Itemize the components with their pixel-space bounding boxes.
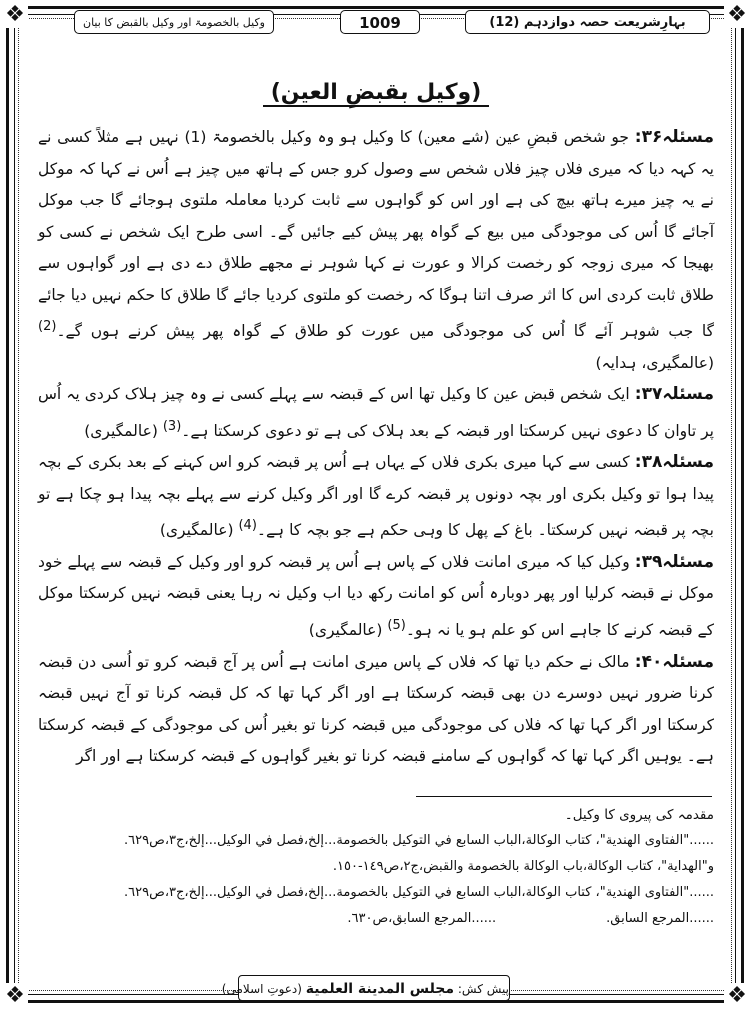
masala-text: جو شخص قبضِ عین (شے معین) کا وکیل ہو وہ وکیل بالخصومۃ (1) نہیں ہے مثلاً کسی نے یہ کہہ دیا کہ میری فلاں چیز فلاں شخص سے وصول کرو جس کے ہاتھ میں چیز ہے اُس نے کہا کہ موکل نے یہ چیز میرے ہاتھ بیچ کی ہے اور اس کو گواہوں سے ثابت کردیا معاملہ ملتوی ہوجائے گا جب موکل آجائے گا اُس کی موجودگی میں بیع کے گواہ پھر پیش کیے جائیں گے۔ اسی طرح ایک شخص نے کسی کو بھیجا کہ میری زوجہ کو رخصت کرالا و عورت نے کہا شوہر نے مجھے طلاق دے دی ہے اور گواہوں سے طلاق ثابت کردی اس کا اثر صرف اتنا ہوگا کہ رخصت کو ملتوی کردیا جائے گا طلاق کا حکم نہیں دیا جائے گا جب شوہر آئے گا اُس کی موجودگی میں عورت کو طلاق کے گواہ پھر پیش کرنے ہوں گے۔	[38, 128, 714, 341]
footnote-ref: (3)	[162, 418, 182, 434]
corner-ornament-icon: ❖	[724, 2, 750, 28]
chapter-title: وکیل بالخصومۃ اور وکیل بالقبض کا بیان	[74, 10, 274, 34]
main-text	[38, 122, 714, 773]
footnote-5: ......المرجع السابق،ص٦٣٠.	[347, 911, 497, 926]
footnote-separator	[416, 796, 712, 797]
corner-ornament-icon: ❖	[2, 983, 28, 1009]
section-title-wrap	[0, 80, 752, 107]
footer-org: مجلس المدينة العلمية	[305, 981, 455, 997]
masala-label: مسئلہ۳۷:	[634, 384, 714, 405]
masala-label: مسئلہ۴۰:	[634, 651, 714, 672]
corner-ornament-icon: ❖	[2, 2, 28, 28]
footer-suffix: (دعوتِ اسلامی)	[221, 982, 306, 996]
footnote-1: مقدمہ کی پیروی کا وکیل۔	[564, 807, 714, 823]
footnote-4: ......المرجع السابق.	[606, 911, 714, 926]
masala-source: (عالمگیری، ہدایہ)	[595, 353, 714, 372]
footer-prefix: پیش کش:	[454, 982, 509, 996]
masala-text: ایک شخص قبض عین کا وکیل تھا اس کے قبضہ سے پہلے کسی نے وہ چیز ہلاک کردی یہ اُس پر تاوان کا دعوی نہیں کرسکتا اور قبضہ کے بعد ہلاک کی ہے تو دعوی کرسکتا ہے۔	[38, 385, 714, 440]
page-header	[82, 6, 686, 36]
footnote-pair	[38, 906, 714, 932]
masala-source: (عالمگیری)	[308, 621, 388, 640]
footnote-ref: (5)	[387, 617, 406, 633]
masala-paragraph	[38, 379, 714, 447]
masala-paragraph	[38, 647, 714, 773]
page-footer	[221, 975, 510, 1001]
footnote-2b: و"الهداية"، كتاب الوكالة،باب الوكالة بالخصومة والقبض،ج٢،ص١٤٩-١٥٠.	[332, 859, 714, 874]
footnote-2a: ......"الفتاوی الهندية"، كتاب الوكالة،الباب السابع في التوكيل بالخصومة...إلخ،فصل في الوكيل...إلخ،ج٣،ص٦٢٩.	[124, 833, 714, 848]
corner-ornament-icon: ❖	[724, 983, 750, 1009]
masala-text: مالک نے حکم دیا تھا کہ فلاں کے پاس میری امانت ہے اُس پر آج قبضہ کرو تو اُسی دن قبضہ کرنا ضرور نہیں دوسرے دن بھی قبضہ کرسکتا ہے اور اگر کہا تھا کہ کل قبضہ کرنا تو آج نہیں قبضہ کرسکتا اور اگر کہا تھا کہ فلاں کی موجودگی میں قبضہ کرنا تو بغیر اُس کی موجودگی کے قبضہ کرسکتا ہے۔ یوہیں اگر کہا تھا کہ گواہوں کے سامنے قبضہ کرنا تو بغیر گواہوں کے قبضہ کرسکتا ہے اور اگر	[38, 652, 714, 766]
footnotes	[38, 802, 714, 932]
masala-text: وکیل کیا کہ میری امانت فلاں کے پاس ہے اُس پر قبضہ کرو اور وکیل کے قبضہ سے پہلے خود موکل نے قبضہ کرلیا اور پھر دوبارہ اُس کو امانت رکھ دیا اب وکیل نہ رہا یعنی قبضہ نہیں کرسکتا موکل کے قبضہ کرنے کا جاہے اس کو علم ہو یا نہ ہو۔	[38, 552, 714, 640]
footnote-ref: (2)	[38, 319, 57, 334]
masala-paragraph	[38, 122, 714, 379]
footnote-3: ......"الفتاوی الهندية"، كتاب الوكالة،الباب السابع في التوكيل بالخصومة...إلخ،فصل في الوكيل...إلخ،ج٣،ص٦٢٩.	[124, 885, 714, 900]
book-title: بہارِشریعت حصہ دوازدہم (12)	[465, 10, 710, 34]
masala-text: کسی سے کہا میری بکری فلاں کے یہاں ہے اُس پر قبضہ کرو اس کہنے کے بعد بکری کے بچہ پیدا ہوا تو وکیل بکری اور بچہ دونوں پر قبضہ کرے گا اور اگر وکیل کرنے سے پہلے بچہ پیدا ہو چکا ہے تو بچہ پر قبضہ نہیں کرسکتا۔ باغ کے پھل کا وہی حکم ہے جو بچہ کا ہے۔	[38, 453, 714, 540]
masala-label: مسئلہ۳۹:	[634, 551, 714, 572]
page-number: 1009	[340, 10, 420, 34]
masala-paragraph	[38, 447, 714, 547]
masala-source: (عالمگیری)	[159, 521, 239, 540]
masala-label: مسئلہ۳۸:	[634, 452, 714, 473]
masala-label: مسئلہ۳۶:	[634, 127, 715, 147]
masala-paragraph	[38, 547, 714, 647]
footnote-ref: (4)	[238, 518, 257, 534]
section-title: (وکیل بقبضِ العین)	[263, 80, 490, 107]
masala-source: (عالمگیری)	[84, 421, 163, 440]
